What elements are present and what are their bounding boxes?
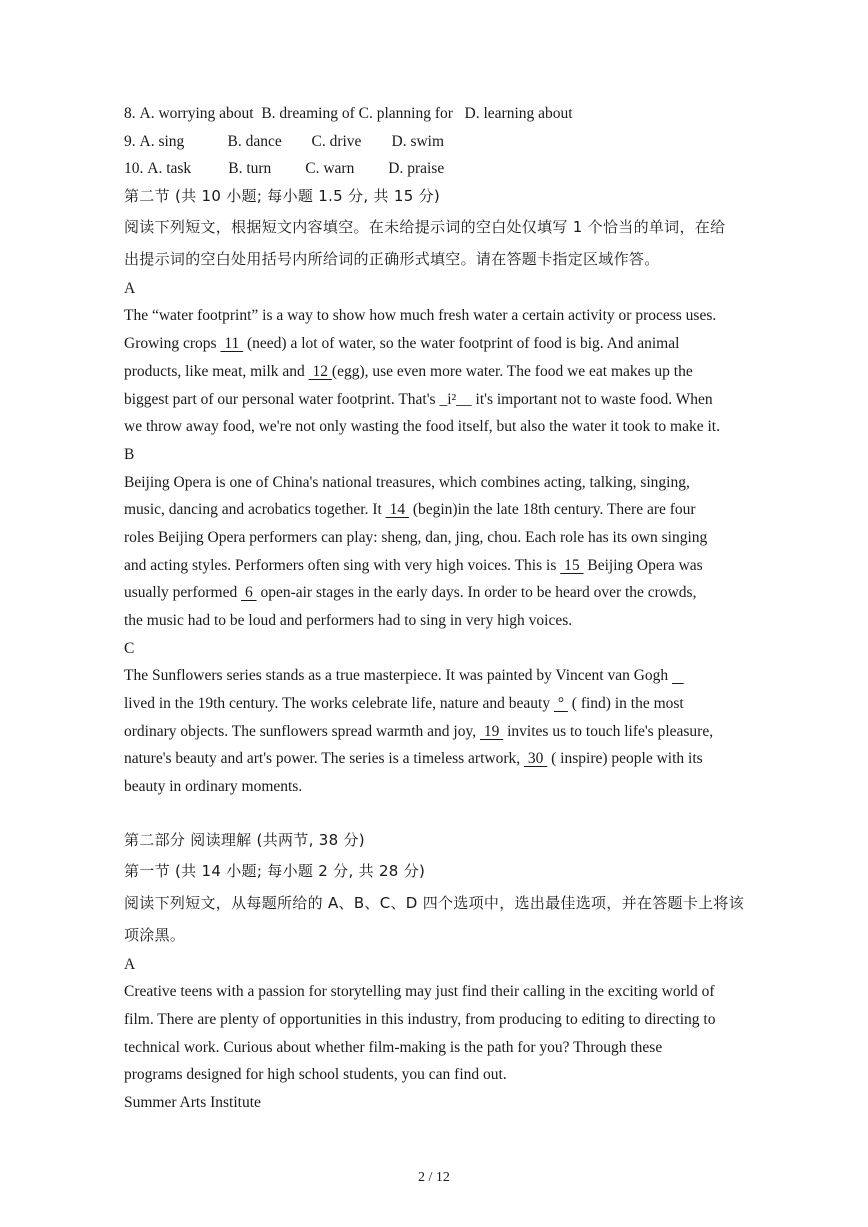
option-c: C. drive [311, 132, 362, 150]
passage-label-a: A [124, 955, 136, 973]
blank-14: 14 [385, 501, 409, 519]
page-content [124, 100, 749, 1117]
reading-subheading: Summer Arts Institute [124, 1093, 261, 1111]
passage-b-line: Beijing Opera is one of China's national treasures, which combines acting, talking, singing, [124, 473, 690, 491]
section-heading: 第一节 (共 14 小题; 每小题 2 分, 共 28 分) [124, 861, 426, 880]
question-number: 9. [124, 132, 136, 150]
passage-b-line: roles Beijing Opera performers can play: sheng, dan, jing, chou. Each role has its own singing [124, 528, 708, 546]
blank-15: 15 [560, 556, 584, 574]
reading-line: Creative teens with a passion for storytelling may just find their calling in the exciting world of [124, 983, 715, 1001]
part-heading: 第二部分 阅读理解 (共两节, 38 分) [124, 830, 365, 849]
blank-13: _i²__ [439, 390, 472, 408]
passage-c-line: lived in the 19th century. The works celebrate life, nature and beauty ° ( find) in the most [124, 695, 684, 713]
passage-a-line: we throw away food, we're not only wasting the food itself, but also the water it took to make it. [124, 418, 720, 436]
passage-label-a: A [124, 279, 136, 297]
option-d: D. swim [391, 132, 445, 150]
blank-19: 19 [479, 722, 504, 740]
passage-c-line: nature's beauty and art's power. The series is a timeless artwork, 30 ( inspire) people with its [124, 750, 703, 768]
question-9-options [124, 128, 749, 156]
part-instructions-line-2: 项涂黑。 [124, 925, 186, 944]
passage-a-line: Growing crops 11 (need) a lot of water, so the water footprint of food is big. And animal [124, 335, 680, 353]
spacer [124, 801, 749, 827]
passage-b-line: the music had to be loud and performers had to sing in very high voices. [124, 612, 573, 629]
blank-17 [672, 667, 684, 684]
reading-line: technical work. Curious about whether film-making is the path for you? Through these [124, 1038, 663, 1056]
blank-12: 12 [308, 362, 332, 380]
option-a: A. worrying about [139, 105, 254, 122]
reading-line: film. There are plenty of opportunities in this industry, from producing to editing to directing to [124, 1010, 716, 1028]
reading-line: programs designed for high school students, you can find out. [124, 1066, 507, 1084]
option-b: B. turn [228, 160, 272, 178]
blank-20: 30 [524, 750, 548, 768]
blank-16: 6 [241, 584, 257, 602]
section-heading: 第二节 (共 10 小题; 每小题 1.5 分, 共 15 分) [124, 187, 441, 206]
question-number: 8. [124, 105, 136, 122]
option-d: D. learning about [464, 105, 573, 122]
passage-c-line: ordinary objects. The sunflowers spread warmth and joy, 19 invites us to touch life's pleasure, [124, 722, 714, 740]
option-a: A. task [147, 160, 192, 178]
blank-18: ° [553, 695, 568, 713]
passage-b-line: and acting styles. Performers often sing with very high voices. This is 15 Beijing Opera was [124, 556, 703, 574]
page-number: 2 / 12 [418, 1170, 450, 1185]
passage-a-line: products, like meat, milk and 12 (egg), use even more water. The food we eat makes up the [124, 362, 693, 380]
passage-c-line: The Sunflowers series stands as a true masterpiece. It was painted by Vincent van Gogh [124, 662, 749, 690]
option-a: A. sing [139, 132, 185, 150]
question-number: 10. [124, 160, 144, 178]
option-c: C. planning for [358, 105, 453, 122]
question-10-options [124, 155, 749, 183]
question-8-options [124, 100, 749, 128]
option-d: D. praise [388, 160, 445, 178]
blank-11: 11 [220, 335, 244, 353]
passage-label-b: B [124, 445, 135, 463]
section-instructions-line-1: 阅读下列短文，根据短文内容填空。在未给提示词的空白处仅填写 1 个恰当的单词，在给 [124, 217, 726, 236]
passage-a-line: biggest part of our personal water footprint. That's _i²__ it's important not to waste food. When [124, 390, 713, 408]
option-b: B. dance [227, 132, 282, 150]
passage-a-line: The “water footprint” is a way to show how much fresh water a certain activity or process uses. [124, 307, 717, 325]
option-b: B. dreaming of [261, 105, 355, 122]
option-c: C. warn [305, 160, 355, 178]
part-instructions-line-1: 阅读下列短文，从每题所给的 A、B、C、D 四个选项中，选出最佳选项，并在答题卡上将该 [124, 893, 745, 912]
passage-b-line: music, dancing and acrobatics together. It 14 (begin)in the late 18th century. There are four [124, 501, 696, 519]
passage-c-line: beauty in ordinary moments. [124, 778, 303, 796]
passage-b-line: usually performed 6 open-air stages in the early days. In order to be heard over the crowds, [124, 584, 697, 602]
passage-label-c: C [124, 639, 135, 657]
section-instructions-line-2: 出提示词的空白处用括号内所给词的正确形式填空。请在答题卡指定区域作答。 [124, 249, 660, 268]
